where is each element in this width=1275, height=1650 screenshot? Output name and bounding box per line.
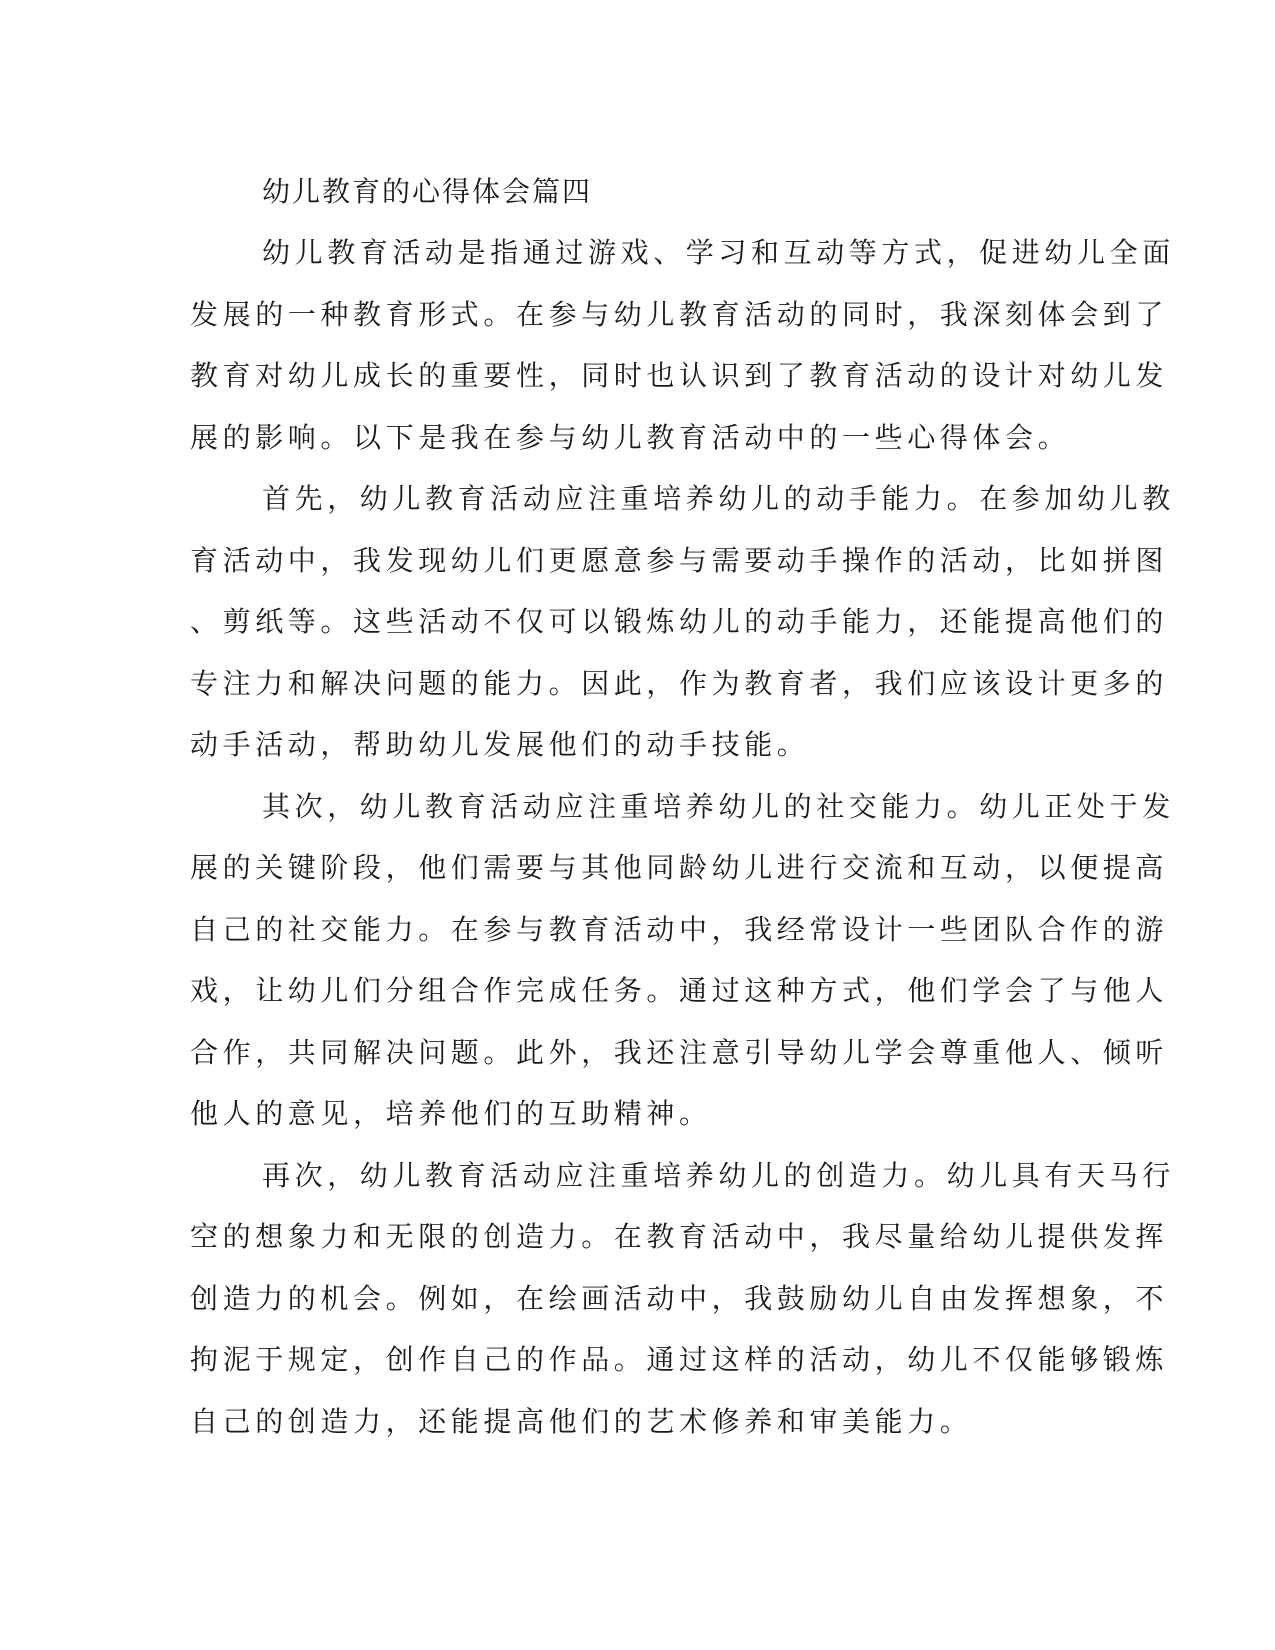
paragraph-line: 戏，让幼儿们分组合作完成任务。通过这种方式，他们学会了与他人 [190, 974, 1169, 1007]
paragraph-line: 自己的社交能力。在参与教育活动中，我经常设计一些团队合作的游 [190, 912, 1169, 946]
paragraph-line: 空的想象力和无限的创造力。在教育活动中，我尽量给幼儿提供发挥 [190, 1220, 1169, 1253]
document-title: 幼儿教育的心得体会篇四 [262, 175, 593, 208]
paragraph-line: 展的影响。以下是我在参与幼儿教育活动中的一些心得体会。 [190, 420, 1071, 454]
paragraph-line: 拘泥于规定，创作自己的作品。通过这样的活动，幼儿不仅能够锻炼 [190, 1343, 1169, 1376]
paragraph-line: 幼儿教育活动是指通过游戏、学习和互动等方式，促进幼儿全面 [262, 236, 1175, 269]
paragraph-line: 创造力的机会。例如，在绘画活动中，我鼓励幼儿自由发挥想象，不 [190, 1281, 1169, 1315]
paragraph-line: 、剪纸等。这些活动不仅可以锻炼幼儿的动手能力，还能提高他们的 [190, 605, 1169, 638]
paragraph-line: 发展的一种教育形式。在参与幼儿教育活动的同时，我深刻体会到了 [190, 297, 1169, 331]
paragraph-social [190, 776, 1175, 1145]
paragraph-hands-on [190, 468, 1175, 776]
paragraph-line: 专注力和解决问题的能力。因此，作为教育者，我们应该设计更多的 [190, 666, 1169, 700]
paragraph-creativity [190, 1145, 1175, 1453]
paragraph-line: 动手活动，帮助幼儿发展他们的动手技能。 [190, 728, 810, 761]
paragraph-line: 再次，幼儿教育活动应注重培养幼儿的创造力。幼儿具有天马行 [262, 1158, 1175, 1192]
paragraph-line: 他人的意见，培养他们的互助精神。 [190, 1097, 712, 1130]
paragraph-line: 其次，幼儿教育活动应注重培养幼儿的社交能力。幼儿正处于发 [262, 789, 1175, 823]
paragraph-intro [190, 222, 1175, 468]
paragraph-line: 合作，共同解决问题。此外，我还注意引导幼儿学会尊重他人、倾听 [190, 1035, 1169, 1069]
paragraph-line: 展的关键阶段，他们需要与其他同龄幼儿进行交流和互动，以便提高 [190, 851, 1169, 884]
document-body [190, 162, 1175, 1452]
paragraph-line: 教育对幼儿成长的重要性，同时也认识到了教育活动的设计对幼儿发 [190, 359, 1169, 392]
paragraph-line: 自己的创造力，还能提高他们的艺术修养和审美能力。 [190, 1404, 973, 1438]
paragraph-line: 育活动中，我发现幼儿们更愿意参与需要动手操作的活动，比如拼图 [190, 543, 1169, 577]
paragraph-line: 首先，幼儿教育活动应注重培养幼儿的动手能力。在参加幼儿教 [262, 482, 1175, 515]
